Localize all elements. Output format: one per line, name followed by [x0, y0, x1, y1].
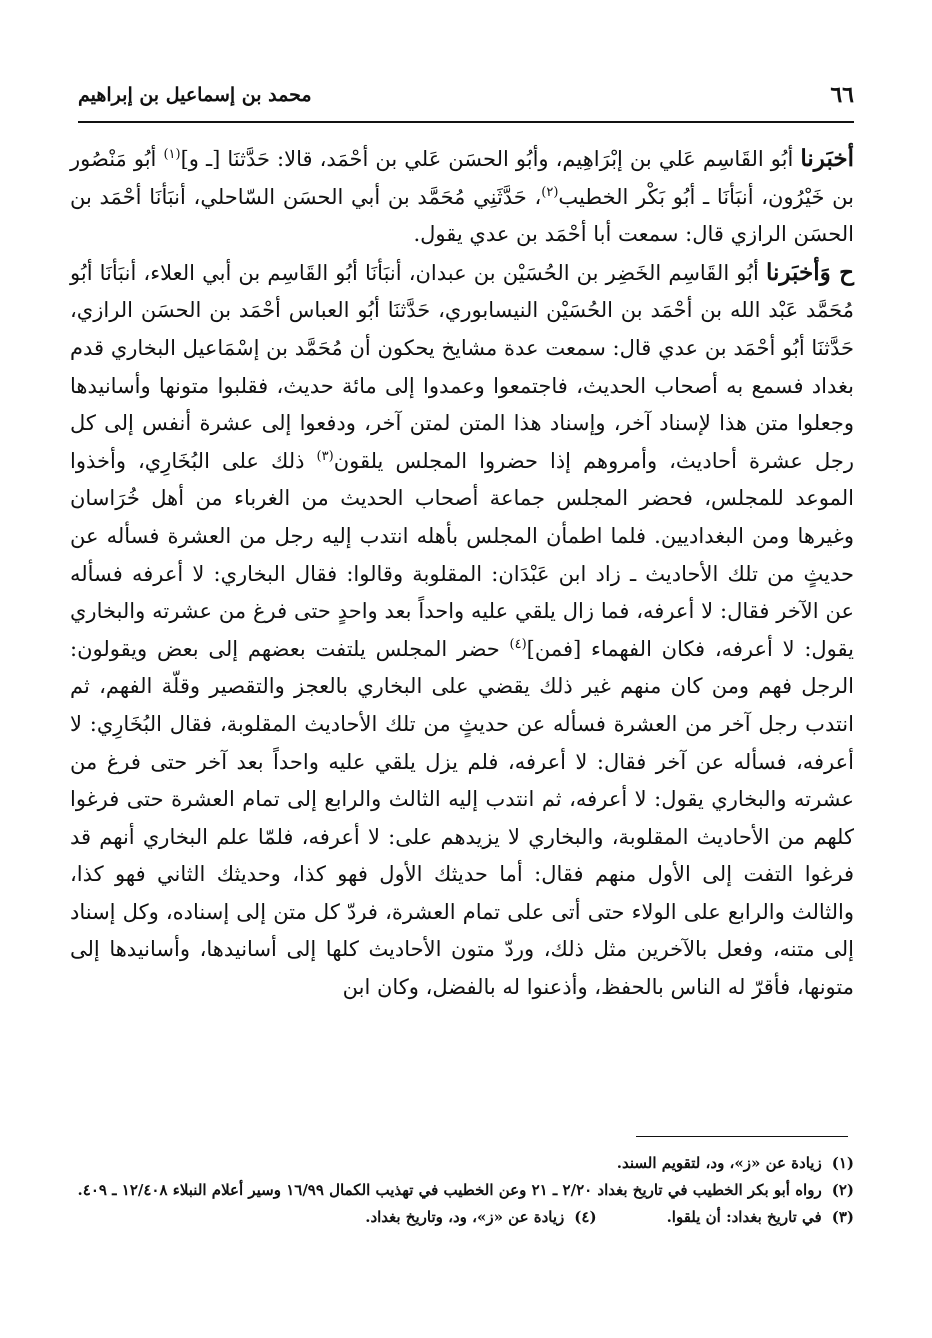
header-rule: [78, 121, 854, 123]
footnote-number: (٢): [831, 1181, 854, 1199]
footnote-3: [667, 1204, 854, 1231]
footnotes: [62, 1150, 854, 1231]
keyword-wa-akhbarana: ح وَأخبَرنا: [765, 258, 854, 286]
footnotes-3-4: [62, 1204, 854, 1231]
page-number: ٦٦: [830, 82, 854, 108]
footnote-ref-1[interactable]: (١): [163, 147, 181, 162]
footnote-4: [365, 1204, 596, 1231]
paragraph-1: [70, 140, 854, 254]
paragraph-2: [70, 254, 854, 1007]
footnote-1: [62, 1150, 854, 1177]
keyword-akhbarana: أخبَرنا: [800, 145, 854, 172]
running-head: محمد بن إسماعيل بن إبراهيم: [78, 84, 312, 106]
page-header: [78, 80, 854, 120]
footnote-ref-3[interactable]: (٣): [316, 448, 334, 464]
footnote-text: زيادة عن «ز»، ود، لتقويم السند.: [616, 1154, 822, 1172]
footnote-number: (١): [831, 1154, 854, 1172]
text-segment: أبُو القَاسِم الخَضِر بن الحُسَيْن بن عبدان، أنبَأنَا أبُو القَاسِم بن أبي العلاء، أنبَأنَا أبُو مُحَمَّد عَبْد الله بن أحْمَد بن الحُسَيْن النيسابوري، حَدَّثنَا أبُو العباس أحْمَد بن الحسَن الرازي، حَدَّثنَا أبُو أحْمَد بن عدي قال: سمعت عدة مشايخ يحكون أن مُحَمَّد بن إسْمَاعيل البخاري قدم بغداد فسمع به أصحاب الحديث، فاجتمعوا وعمدوا إلى مائة حديث، فقلبوا متونها وأسانيدها وجعلوا متن هذا لإسناد آخر، وإسناد هذا المتن لمتن آخر، ودفعوا إلى عشرة أنفس إلى كل رجل عشرة أحاديث، وأمروهم إذا حضروا المجلس يلقون: [70, 260, 854, 473]
footnote-ref-4[interactable]: (٤): [509, 636, 527, 652]
text-segment: أبُو القَاسِم عَلي بن إبْرَاهِيم، وأبُو الحسَن عَلي بن أحْمَد، قالا: حَدَّثنَا [ـ و]: [180, 147, 801, 171]
footnote-2: [62, 1177, 854, 1204]
main-text: [70, 140, 854, 1007]
footnote-text: في تاريخ بغداد: أن يلقوا.: [666, 1208, 822, 1226]
text-segment: ، حَدَّثَنِي مُحَمَّد بن أبي الحسَن السّاحلي، أنبَأنَا أحْمَد بن الحسَن الرازي قال: سمعت أبا أحْمَد بن عدي يقول.: [70, 184, 854, 247]
text-segment: أبُو مَنْصُور بن خَيْرُون، أنبَأنَا ـ أبُو بَكْر الخطيب: [70, 147, 854, 209]
footnote-rule: [636, 1136, 848, 1137]
footnote-ref-2[interactable]: (٢): [541, 184, 559, 200]
text-segment: ذلك على البُخَارِي، وأخذوا الموعد للمجلس، فحضر المجلس جماعة أصحاب الحديث من الغرباء من أهل خُرَاسان وغيرها ومن البغداديين. فلما اطمأن المجلس بأهله انتدب إليه رجل من العشرة فسأله عن حديثٍ من تلك الأحاديث ـ زاد ابن عَبْدَان: المقلوبة وقالوا: فقال البخاري: لا أعرفه فسأله عن الآخر فقال: لا أعرفه، فما زال يلقي عليه واحداً بعد واحدٍ حتى فرغ من عشرته والبخاري يقول: لا أعرفه، فكان الفهماء [فمن]: [70, 448, 854, 661]
footnote-text: زيادة عن «ز»، ود، وتاريخ بغداد.: [365, 1208, 565, 1226]
footnote-text: رواه أبو بكر الخطيب في تاريخ بغداد ٢/٢٠ ـ ٢١ وعن الخطيب في تهذيب الكمال ١٦/٩٩ وسير أعلام النبلاء ١٢/٤٠٨ ـ ٤٠٩.: [77, 1181, 822, 1199]
footnote-number: (٤): [574, 1208, 597, 1226]
footnote-number: (٣): [831, 1208, 854, 1226]
text-segment: حضر المجلس يلتفت بعضهم إلى بعض ويقولون: الرجل فهم ومن كان منهم غير ذلك يقضي على البخاري بالعجز والتقصير وقلّة الفهم، ثم انتدب رجل آخر من العشرة فسأله عن حديثٍ من تلك الأحاديث المقلوبة، فقال البُخَارِي: لا أعرفه، فسأله عن آخر فقال: لا أعرفه، فلم يزل يلقي عليه واحداً بعد آخر حتى فرغ من عشرته والبخاري يقول: لا أعرفه، ثم انتدب إليه الثالث والرابع إلى تمام العشرة حتى فرغوا كلهم من الأحاديث المقلوبة، والبخاري لا يزيدهم على: لا أعرفه، فلمّا علم البخاري أنهم قد فرغوا التفت إلى الأول منهم فقال: أما حديثك الأول فهو كذا، وحديثك الثاني فهو كذا، والثالث والرابع على الولاء حتى أتى على تمام العشرة، فردّ كل متن إلى إسناده، وكل إسناد إلى متنه، وفعل بالآخرين مثل ذلك، وردّ متون الأحاديث كلها إلى أسانيدها، وأسانيدها إلى متونها، فأقرّ له الناس بالحفظ، وأذعنوا له بالفضل، وكان ابن: [70, 636, 854, 1000]
